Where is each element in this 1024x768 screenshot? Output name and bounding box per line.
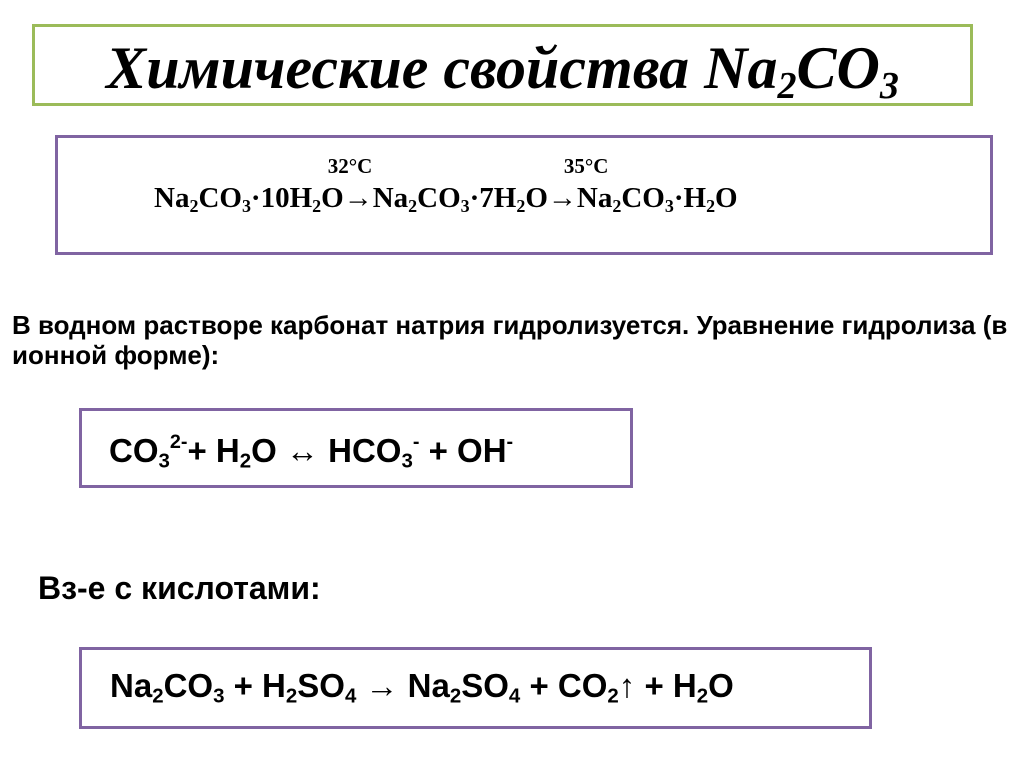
hydrolysis-description: В водном растворе карбонат натрия гидролизуется. Уравнение гидролиза (в ионной форме):	[12, 310, 1008, 370]
dehydration-equation: $Na_2CO_3\cdot 10H_2O$ 32°C $\to Na_2CO_3\cdot 7H_2O$ 35°C $\to Na_2CO_3\cdot H_2O$	[154, 154, 738, 217]
arrow-32c: 32°C →	[327, 154, 373, 214]
title-box	[32, 24, 973, 106]
hydrolysis-equation: $CO_3^{2-}+ H_2O$ ↔ $HCO_3^- + OH^-$	[109, 431, 514, 473]
acids-heading: Вз-е с кислотами:	[38, 570, 321, 606]
acid-reaction-box	[79, 647, 872, 729]
slide-title: Химические свойства $Na_2CO_3$	[106, 35, 899, 107]
arrow-35c: 35°C →	[547, 154, 609, 214]
hydrolysis-equation-box	[79, 408, 633, 488]
condition-35c: 35°C	[563, 154, 609, 178]
dehydration-equation-box	[55, 135, 993, 255]
acid-reaction-equation: $Na_2CO_3 + H_2SO_4 \to Na_2SO_4$ + $CO_2↑ + H_2O$	[110, 667, 734, 708]
condition-32c: 32°C	[327, 154, 373, 178]
